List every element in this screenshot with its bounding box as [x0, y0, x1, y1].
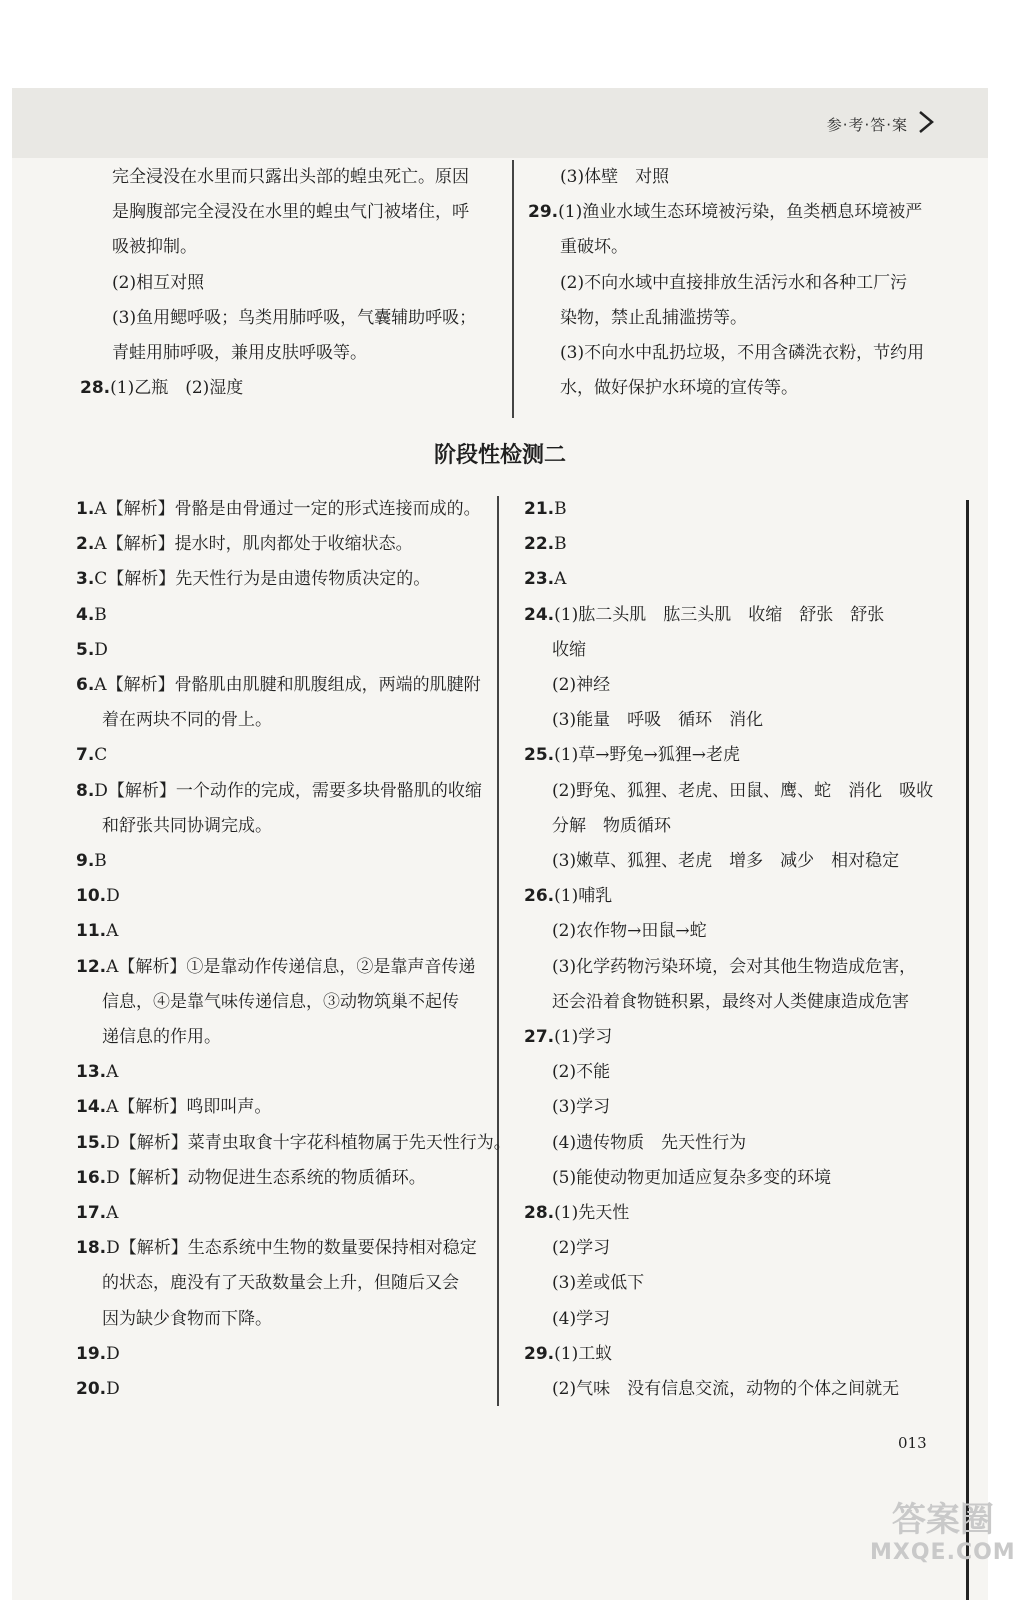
answer-line — [112, 166, 469, 188]
answer-line — [76, 674, 481, 696]
answer-text: (2)不能 — [552, 1062, 611, 1083]
answer-line — [76, 956, 475, 978]
answer-text: D【解析】一个动作的完成，需要多块骨骼肌的收缩 — [94, 780, 482, 801]
answer-line — [560, 272, 907, 294]
answer-text: B — [554, 499, 567, 519]
question-number: 3. — [76, 569, 95, 590]
answer-line — [76, 1378, 120, 1400]
question-number: 21. — [524, 499, 555, 519]
answer-line — [76, 1167, 426, 1189]
answer-text: 是胸腹部完全浸没在水里的蝗虫气门被堵住，呼 — [112, 202, 469, 223]
question-number: 9. — [76, 851, 95, 871]
watermark-logo — [870, 1500, 1016, 1566]
answer-line — [76, 533, 413, 555]
answer-text: (2)学习 — [552, 1238, 611, 1259]
answer-line — [102, 991, 459, 1013]
answer-line — [560, 166, 669, 188]
answer-line — [552, 1096, 610, 1118]
answer-line — [76, 1061, 118, 1083]
question-number: 5. — [76, 639, 95, 660]
question-number: 4. — [76, 604, 95, 625]
answer-line — [560, 342, 924, 364]
answer-text: 的状态，鹿没有了天敌数量会上升，但随后又会 — [102, 1273, 459, 1294]
answer-text: A【解析】①是靠动作传递信息，②是靠声音传递 — [106, 956, 476, 977]
answer-text: (1)哺乳 — [554, 886, 613, 907]
answer-text: 收缩 — [552, 639, 586, 660]
answer-line — [76, 1202, 118, 1224]
chevron-right-icon — [914, 110, 938, 134]
answer-text: A【解析】骨骼是由骨通过一定的形式连接而成的。 — [94, 499, 481, 519]
answer-text: C【解析】先天性行为是由遗传物质决定的。 — [94, 569, 431, 590]
answer-line — [552, 1237, 610, 1259]
answer-text: (1)肱二头肌 肱三头肌 收缩 舒张 舒张 — [554, 604, 885, 625]
answer-line — [552, 956, 916, 978]
answer-line — [102, 1272, 459, 1294]
answer-text: 着在两块不同的骨上。 — [102, 710, 272, 731]
page-number: 013 — [898, 1434, 927, 1452]
question-number: 12. — [76, 956, 107, 977]
answer-line — [552, 674, 610, 696]
answer-line — [112, 342, 367, 364]
answer-text: (3)体壁 对照 — [560, 167, 670, 187]
answer-text: (4)学习 — [552, 1308, 611, 1329]
answer-line — [76, 604, 107, 626]
answer-line — [76, 780, 482, 802]
answer-line — [76, 1343, 120, 1365]
answer-text: A【解析】鸣即叫声。 — [106, 1097, 272, 1118]
question-number: 13. — [76, 1062, 107, 1083]
answer-text: 青蛙用肺呼吸，兼用皮肤呼吸等。 — [112, 343, 367, 363]
answer-text: (3)能量 呼吸 循环 消化 — [552, 710, 764, 731]
answer-line — [76, 568, 430, 590]
question-number: 7. — [76, 745, 95, 766]
question-number: 17. — [76, 1203, 107, 1223]
section-title: 阶段性检测二 — [433, 443, 566, 468]
answer-line — [552, 1132, 746, 1154]
answer-line — [552, 709, 763, 731]
question-number: 20. — [76, 1379, 107, 1399]
answer-line — [112, 201, 469, 223]
question-number: 10. — [76, 886, 107, 907]
answer-text: (2)相互对照 — [112, 272, 205, 293]
answer-text: (3)鱼用鳃呼吸；鸟类用肺呼吸，气囊辅助呼吸； — [112, 307, 477, 328]
question-number: 26. — [524, 886, 555, 907]
answer-line — [112, 272, 204, 294]
answer-text: B — [94, 604, 107, 625]
answer-line — [102, 709, 272, 731]
answer-text: A — [106, 921, 119, 942]
answer-line — [560, 377, 798, 399]
header-label: 参·考·答·案 — [826, 116, 908, 134]
answer-line — [552, 920, 707, 942]
answer-line — [552, 1167, 831, 1189]
question-number: 6. — [76, 675, 95, 695]
question-number: 19. — [76, 1343, 107, 1364]
answer-text: (2)气味 没有信息交流，动物的个体之间就无 — [552, 1379, 900, 1399]
answer-text: 递信息的作用。 — [102, 1027, 221, 1047]
answer-text: (1)渔业水域生态环境被污染，鱼类栖息环境被严 — [558, 202, 923, 223]
answer-line — [552, 991, 909, 1013]
answer-line — [524, 1343, 612, 1365]
answer-text: (3)不向水中乱扔垃圾，不用含磷洗衣粉，节约用 — [560, 343, 925, 363]
question-number: 28. — [524, 1203, 555, 1223]
answer-text: (2)神经 — [552, 675, 611, 695]
answer-text: 信息，④是靠气味传递信息，③动物筑巢不起传 — [102, 991, 459, 1012]
answer-text: 因为缺少食物而下降。 — [102, 1308, 272, 1329]
question-number: 8. — [76, 780, 95, 801]
answer-line — [552, 639, 586, 661]
answer-text: (3)化学药物污染环境，会对其他生物造成危害， — [552, 956, 917, 977]
answer-text: A【解析】骨骼肌由肌腱和肌腹组成，两端的肌腱附 — [94, 675, 481, 695]
answer-text: 吸被抑制。 — [112, 237, 197, 258]
question-number: 23. — [524, 569, 555, 590]
answer-line — [76, 920, 118, 942]
answer-line — [552, 850, 899, 872]
answer-text: (1)先天性 — [554, 1203, 630, 1223]
answer-line — [524, 498, 567, 520]
watermark-url: MXQE.COM — [870, 1540, 1016, 1565]
answer-line — [524, 885, 612, 907]
answer-text: D — [94, 639, 108, 660]
answer-line — [76, 498, 481, 520]
answer-line — [76, 1132, 511, 1154]
main-column-divider — [497, 496, 499, 1406]
answer-text: D【解析】菜青虫取食十字花科植物属于先天性行为。 — [106, 1132, 511, 1153]
answer-line — [524, 568, 566, 590]
answer-line — [552, 815, 671, 837]
answer-text: (2)野兔、狐狸、老虎、田鼠、鹰、蛇 消化 吸收 — [552, 780, 934, 801]
answer-line — [102, 1026, 221, 1048]
question-number: 28. — [80, 378, 111, 399]
answer-text: (5)能使动物更加适应复杂多变的环境 — [552, 1167, 832, 1188]
answer-text: (2)农作物→田鼠→蛇 — [552, 921, 707, 942]
page-edge-line — [966, 500, 969, 1600]
answer-text: 分解 物质循环 — [552, 815, 671, 836]
question-number: 29. — [524, 1343, 555, 1364]
answer-line — [524, 604, 884, 626]
answer-text: 染物，禁止乱捕滥捞等。 — [560, 307, 747, 328]
answer-line — [528, 201, 922, 223]
answer-text: A — [554, 569, 567, 590]
answer-line — [524, 533, 567, 555]
answer-line — [76, 885, 120, 907]
answer-line — [76, 1237, 477, 1259]
watermark-title: 答案圈 — [891, 1500, 994, 1540]
answer-text: D【解析】生态系统中生物的数量要保持相对稳定 — [106, 1238, 477, 1259]
answer-text: 重破坏。 — [560, 237, 628, 258]
answer-text: B — [94, 851, 107, 871]
answer-text: 还会沿着食物链积累，最终对人类健康造成危害 — [552, 991, 909, 1012]
answer-line — [102, 815, 272, 837]
answer-line — [552, 1378, 899, 1400]
answer-line — [552, 1308, 610, 1330]
answer-text: 和舒张共同协调完成。 — [102, 815, 272, 836]
answer-line — [112, 236, 197, 258]
question-number: 11. — [76, 921, 107, 942]
answer-line — [524, 744, 740, 766]
answer-line — [552, 1061, 610, 1083]
answer-line — [112, 307, 476, 329]
answer-text: 水，做好保护水环境的宣传等。 — [560, 378, 798, 399]
question-number: 22. — [524, 534, 555, 555]
question-number: 29. — [528, 202, 559, 223]
answer-text: D — [106, 1343, 120, 1364]
answer-text: (2)不向水域中直接排放生活污水和各种工厂污 — [560, 272, 908, 293]
answer-line — [524, 1202, 629, 1224]
question-number: 1. — [76, 499, 95, 519]
question-number: 18. — [76, 1238, 107, 1259]
question-number: 25. — [524, 745, 555, 766]
question-number: 15. — [76, 1132, 107, 1153]
question-number: 24. — [524, 604, 555, 625]
answer-text: D — [106, 886, 120, 907]
answer-line — [76, 1096, 271, 1118]
answer-line — [524, 1026, 612, 1048]
answer-text: A — [106, 1062, 119, 1083]
answer-text: D — [106, 1379, 120, 1399]
answer-line — [76, 744, 107, 766]
answer-line — [80, 377, 243, 399]
answer-line — [76, 639, 108, 661]
answer-text: (3)学习 — [552, 1097, 611, 1118]
answer-line — [76, 850, 107, 872]
answer-text: 完全浸没在水里而只露出头部的蝗虫死亡。原因 — [112, 167, 469, 187]
answer-text: B — [554, 534, 567, 555]
answer-line — [102, 1308, 272, 1330]
answer-text: (3)嫩草、狐狸、老虎 增多 减少 相对稳定 — [552, 851, 900, 871]
answer-text: (1)乙瓶 (2)湿度 — [110, 378, 244, 399]
answer-line — [552, 1272, 644, 1294]
answer-text: (1)工蚁 — [554, 1343, 613, 1364]
answer-line — [552, 780, 933, 802]
answer-text: (1)草→野兔→狐狸→老虎 — [554, 745, 740, 766]
answer-text: A【解析】提水时，肌肉都处于收缩状态。 — [94, 534, 413, 555]
answer-text: A — [106, 1203, 119, 1223]
answer-text: D【解析】动物促进生态系统的物质循环。 — [106, 1167, 426, 1188]
question-number: 27. — [524, 1027, 555, 1047]
answer-line — [560, 307, 747, 329]
answer-text: (3)差或低下 — [552, 1273, 645, 1294]
top-column-divider — [512, 160, 514, 418]
question-number: 2. — [76, 534, 95, 555]
answer-text: (1)学习 — [554, 1027, 613, 1047]
question-number: 14. — [76, 1097, 107, 1118]
question-number: 16. — [76, 1167, 107, 1188]
answer-text: C — [94, 745, 108, 766]
answer-line — [560, 236, 628, 258]
answer-text: (4)遗传物质 先天性行为 — [552, 1132, 747, 1153]
